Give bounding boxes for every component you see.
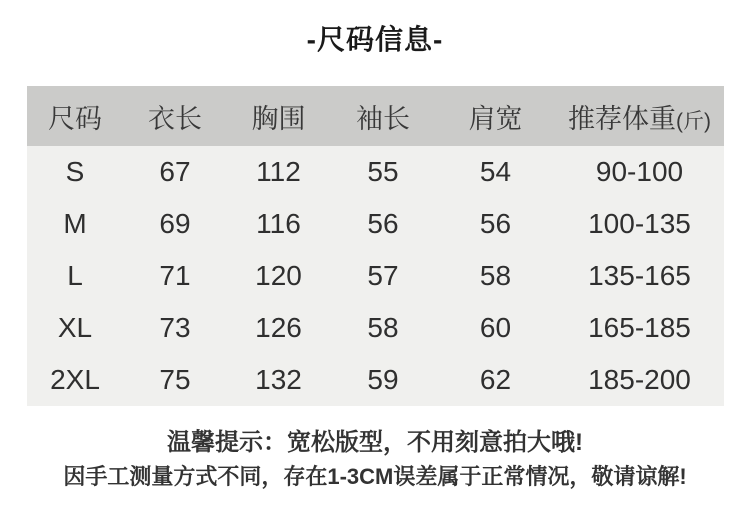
cell-chest: 126: [255, 312, 302, 344]
table-row-l: [27, 250, 724, 302]
cell-size: S: [65, 156, 85, 188]
cell-shoulder-width: 58: [479, 260, 512, 292]
header-weight-unit: (斤): [676, 109, 711, 133]
cell-size: L: [67, 260, 83, 292]
table-row-s: [27, 146, 724, 198]
table-row-xl: [27, 302, 724, 354]
page-title: -尺码信息-: [306, 24, 444, 55]
cell-recommended-weight: 90-100: [595, 156, 684, 188]
cell-garment-length: 69: [159, 208, 191, 240]
cell-recommended-weight: 135-165: [588, 260, 691, 292]
cell-sleeve-length: 56: [367, 208, 399, 240]
cell-shoulder-width: 60: [479, 312, 512, 344]
size-table: [27, 86, 724, 406]
cell-sleeve-length: 57: [367, 260, 399, 292]
header-garment-length: 衣长: [148, 103, 202, 134]
cell-size: M: [63, 208, 87, 240]
cell-recommended-weight: 165-185: [588, 312, 691, 344]
cell-chest: 112: [256, 156, 301, 188]
cell-chest: 120: [255, 260, 302, 292]
header-size: 尺码: [48, 103, 102, 134]
cell-shoulder-width: 54: [479, 156, 512, 188]
warm-tip-text: 温馨提示：宽松版型，不用刻意拍大哦!: [167, 429, 583, 457]
tips-section: [0, 427, 750, 492]
cell-size: 2XL: [50, 364, 100, 396]
cell-sleeve-length: 58: [367, 312, 399, 344]
cell-garment-length: 67: [159, 156, 191, 188]
header-shoulder-width: 肩宽: [468, 103, 523, 134]
header-row: [27, 86, 724, 146]
cell-chest: 132: [255, 364, 302, 396]
cell-chest: 116: [256, 208, 301, 240]
cell-sleeve-length: 55: [367, 156, 399, 188]
cell-size: XL: [57, 312, 93, 344]
cell-garment-length: 71: [159, 260, 191, 292]
cell-sleeve-length: 59: [367, 364, 399, 396]
table-row-m: [27, 198, 724, 250]
header-recommended-weight-label: 推荐体重: [568, 103, 676, 134]
header-sleeve-length: 袖长: [356, 103, 410, 134]
cell-shoulder-width: 56: [479, 208, 512, 240]
header-chest: 胸围: [251, 103, 306, 134]
cell-garment-length: 73: [159, 312, 191, 344]
cell-shoulder-width: 62: [479, 364, 512, 396]
measurement-disclaimer-text: 因手工测量方式不同，存在1-3CM误差属于正常情况，敬请谅解!: [63, 464, 687, 490]
cell-recommended-weight: 185-200: [588, 364, 691, 396]
cell-recommended-weight: 100-135: [588, 208, 691, 240]
cell-garment-length: 75: [159, 364, 191, 396]
header-recommended-weight: [556, 86, 724, 146]
table-row-2xl: [27, 354, 724, 406]
